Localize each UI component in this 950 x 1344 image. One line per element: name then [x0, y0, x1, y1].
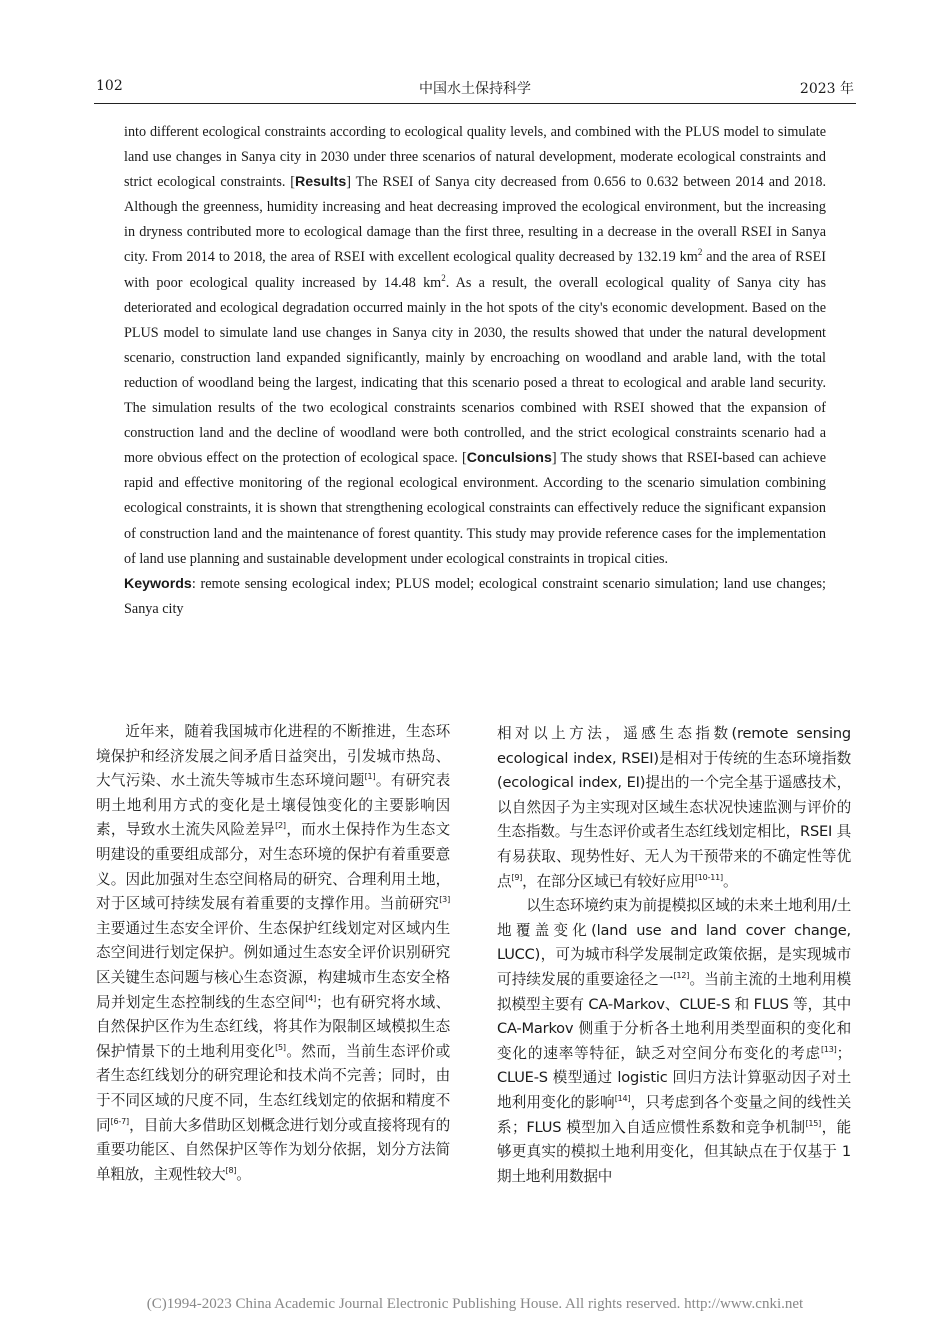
- copyright-footer: (C)1994-2023 China Academic Journal Electronic Publishing House. All rights reserved. http://www.cnki.net: [146, 1296, 804, 1312]
- publication-year: 2023 年: [799, 81, 854, 97]
- citation: [15]: [805, 1118, 822, 1128]
- citation: [10-11]: [694, 872, 723, 882]
- body-text: ；也有研究将水域、自然保护区作为生态红线，将其作为限制区域模拟生态保护情景下的土地利用变化: [96, 993, 450, 1060]
- abstract-text: and the area of RSEI with poor ecological quality increased by 14.48 km: [124, 249, 826, 291]
- citation: [14]: [614, 1093, 631, 1103]
- paragraph: [497, 722, 851, 894]
- abstract-body: [124, 120, 826, 572]
- keywords-list: : remote sensing ecological index; PLUS model; ecological constraint scenario simulation; land use changes; Sanya city: [124, 575, 826, 617]
- superscript: 2: [441, 272, 446, 283]
- body-text: 主要通过生态安全评价、生态保护红线划定对区域内生态空间进行划定保护。例如通过生态安全评价识别研究区关键生态问题与核心生态资源，构建城市生态安全格局并划定生态控制线的生态空间: [96, 919, 450, 1011]
- paragraph: [497, 894, 851, 1189]
- keywords-label: Keywords: [124, 575, 192, 592]
- citation: [5]: [275, 1042, 286, 1052]
- abstract-text: ] The study shows that RSEI-based can achieve rapid and effective monitoring of the regional ecological environment. According to the scenario simulation combining ecological constraints, it is shown that strengthening ecological constraints can effectively reduce the significant expansion of construction land and the maintenance of forest quantity. This study may provide reference cases for the implementation of land use planning and sustainable development under ecological constraints in tropical cities.: [124, 450, 826, 567]
- body-text: ，在部分区域已有较好应用: [522, 872, 695, 890]
- right-column: [497, 722, 851, 1189]
- body-text: 以生态环境约束为前提模拟区域的未来土地利用/土地覆盖变化(land use and land cover change, LUCC)，可为城市科学发展制定政策依据，是实现城市可持续发展的重要途径之一: [497, 897, 851, 988]
- citation: [9]: [511, 872, 523, 882]
- citation: [6-7]: [110, 1116, 129, 1126]
- body-text: 。: [236, 1165, 251, 1183]
- abstract-text: into different ecological constraints according to ecological quality levels, and combined with the PLUS model to simulate land use changes in Sanya city in 2030 under three scenarios of natural development, moderate ecological constraints and strict ecological constraints. [: [124, 124, 826, 191]
- body-text: ，能够更真实的模拟土地利用变化，但其缺点在于仅基于 1 期土地利用数据中: [497, 1118, 851, 1185]
- paragraph: [96, 720, 450, 1187]
- citation: [1]: [364, 772, 376, 782]
- citation: [12]: [673, 970, 690, 980]
- body-text: ；CLUE-S 模型通过 logistic 回归方法计算驱动因子对土地利用变化的影响: [497, 1044, 851, 1111]
- body-text: 。: [722, 872, 738, 890]
- keywords: [124, 572, 826, 622]
- body-text: 。然而，当前生态评价或者生态红线划分的研究理论和技术尚不完善；同时，由于不同区域的尺度不同，生态红线划定的依据和精度不同: [96, 1042, 450, 1134]
- superscript: 2: [697, 247, 703, 258]
- page-header: [96, 78, 854, 100]
- english-abstract: [124, 120, 826, 622]
- body-text: 。当前主流的土地利用模拟模型主要有 CA-Markov、CLUE-S 和 FLUS 等，其中 CA-Markov 侧重于分析各土地利用类型面积的变化和变化的速率等特征，缺乏对空间分布变化的考虑: [497, 970, 851, 1062]
- citation: [8]: [225, 1165, 237, 1175]
- abstract-text: . As a result, the overall ecological quality of Sanya city has deteriorated and ecological degradation occurred mainly in the hot spots of the city's economic development. Based on the PLUS model to simulate land use changes in Sanya city in 2030, the results showed that under the natural development scenario, construction land expanded significantly, mainly by encroaching on woodland and arable land, with the total reduction of woodland being the largest, indicating that this scenario posed a threat to ecological and arable land security. The simulation results of the two ecological constraints scenarios combined with RSEI showed that the expansion of construction land and the decline of woodland were both controlled, and the strict ecological constraints scenario had a more obvious effect on the protection of ecological space. [: [124, 274, 826, 467]
- page-number: 102: [96, 78, 123, 94]
- conclusions-label: Conculsions: [466, 450, 552, 467]
- citation: [3]: [439, 895, 450, 905]
- abstract-text: ] The RSEI of Sanya city decreased from 0.656 to 0.632 between 2014 and 2018. Although the greenness, humidity increasing and heat decreasing improved the ecological environment, but the increasing in dryness contributed more to ecological damage than the first three, resulting in a decrease in the overall RSEI in Sanya city. From 2014 to 2018, the area of RSEI with excellent ecological quality decreased by 132.19 km: [124, 174, 826, 266]
- journal-title: 中国水土保持科学: [419, 81, 531, 97]
- header-rule: [94, 103, 856, 104]
- body-text: 近年来，随着我国城市化进程的不断推进，生态环境保护和经济发展之间矛盾日益突出，引发城市热岛、大气污染、水土流失等城市生态环境问题: [96, 723, 450, 790]
- body-text: ，只考虑到各个变量之间的线性关系；FLUS 模型加入自适应惯性系数和竞争机制: [497, 1093, 851, 1136]
- citation: [2]: [275, 821, 286, 831]
- citation: [4]: [305, 993, 317, 1003]
- body-text: 相对以上方法，遥感生态指数(remote sensing ecological index, RSEI)是相对于传统的生态环境指数(ecological index, EI)提出的一个完全基于遥感技术，以自然因子为主实现对区域生态状况快速监测与评价的生态指数。与生态评价或者生态红线划定相比，RSEI 具有易获取、现势性好、无人为干预带来的不确定性等优点: [497, 725, 851, 890]
- results-label: Results: [295, 174, 347, 191]
- citation: [13]: [820, 1044, 837, 1054]
- body-text: ，目前大多借助区划概念进行划分或直接将现有的重要功能区、自然保护区等作为划分依据，划分方法简单粗放，主观性较大: [96, 1116, 450, 1183]
- body-text: ，而水土保持作为生态文明建设的重要组成部分，对生态环境的保护有着重要意义。因此加强对生态空间格局的研究、合理利用土地，对于区域可持续发展有着重要的支撑作用。当前研究: [96, 821, 450, 913]
- left-column: [96, 720, 450, 1187]
- body-text: 。有研究表明土地利用方式的变化是土壤侵蚀变化的主要影响因素，导致水土流失风险差异: [96, 772, 450, 839]
